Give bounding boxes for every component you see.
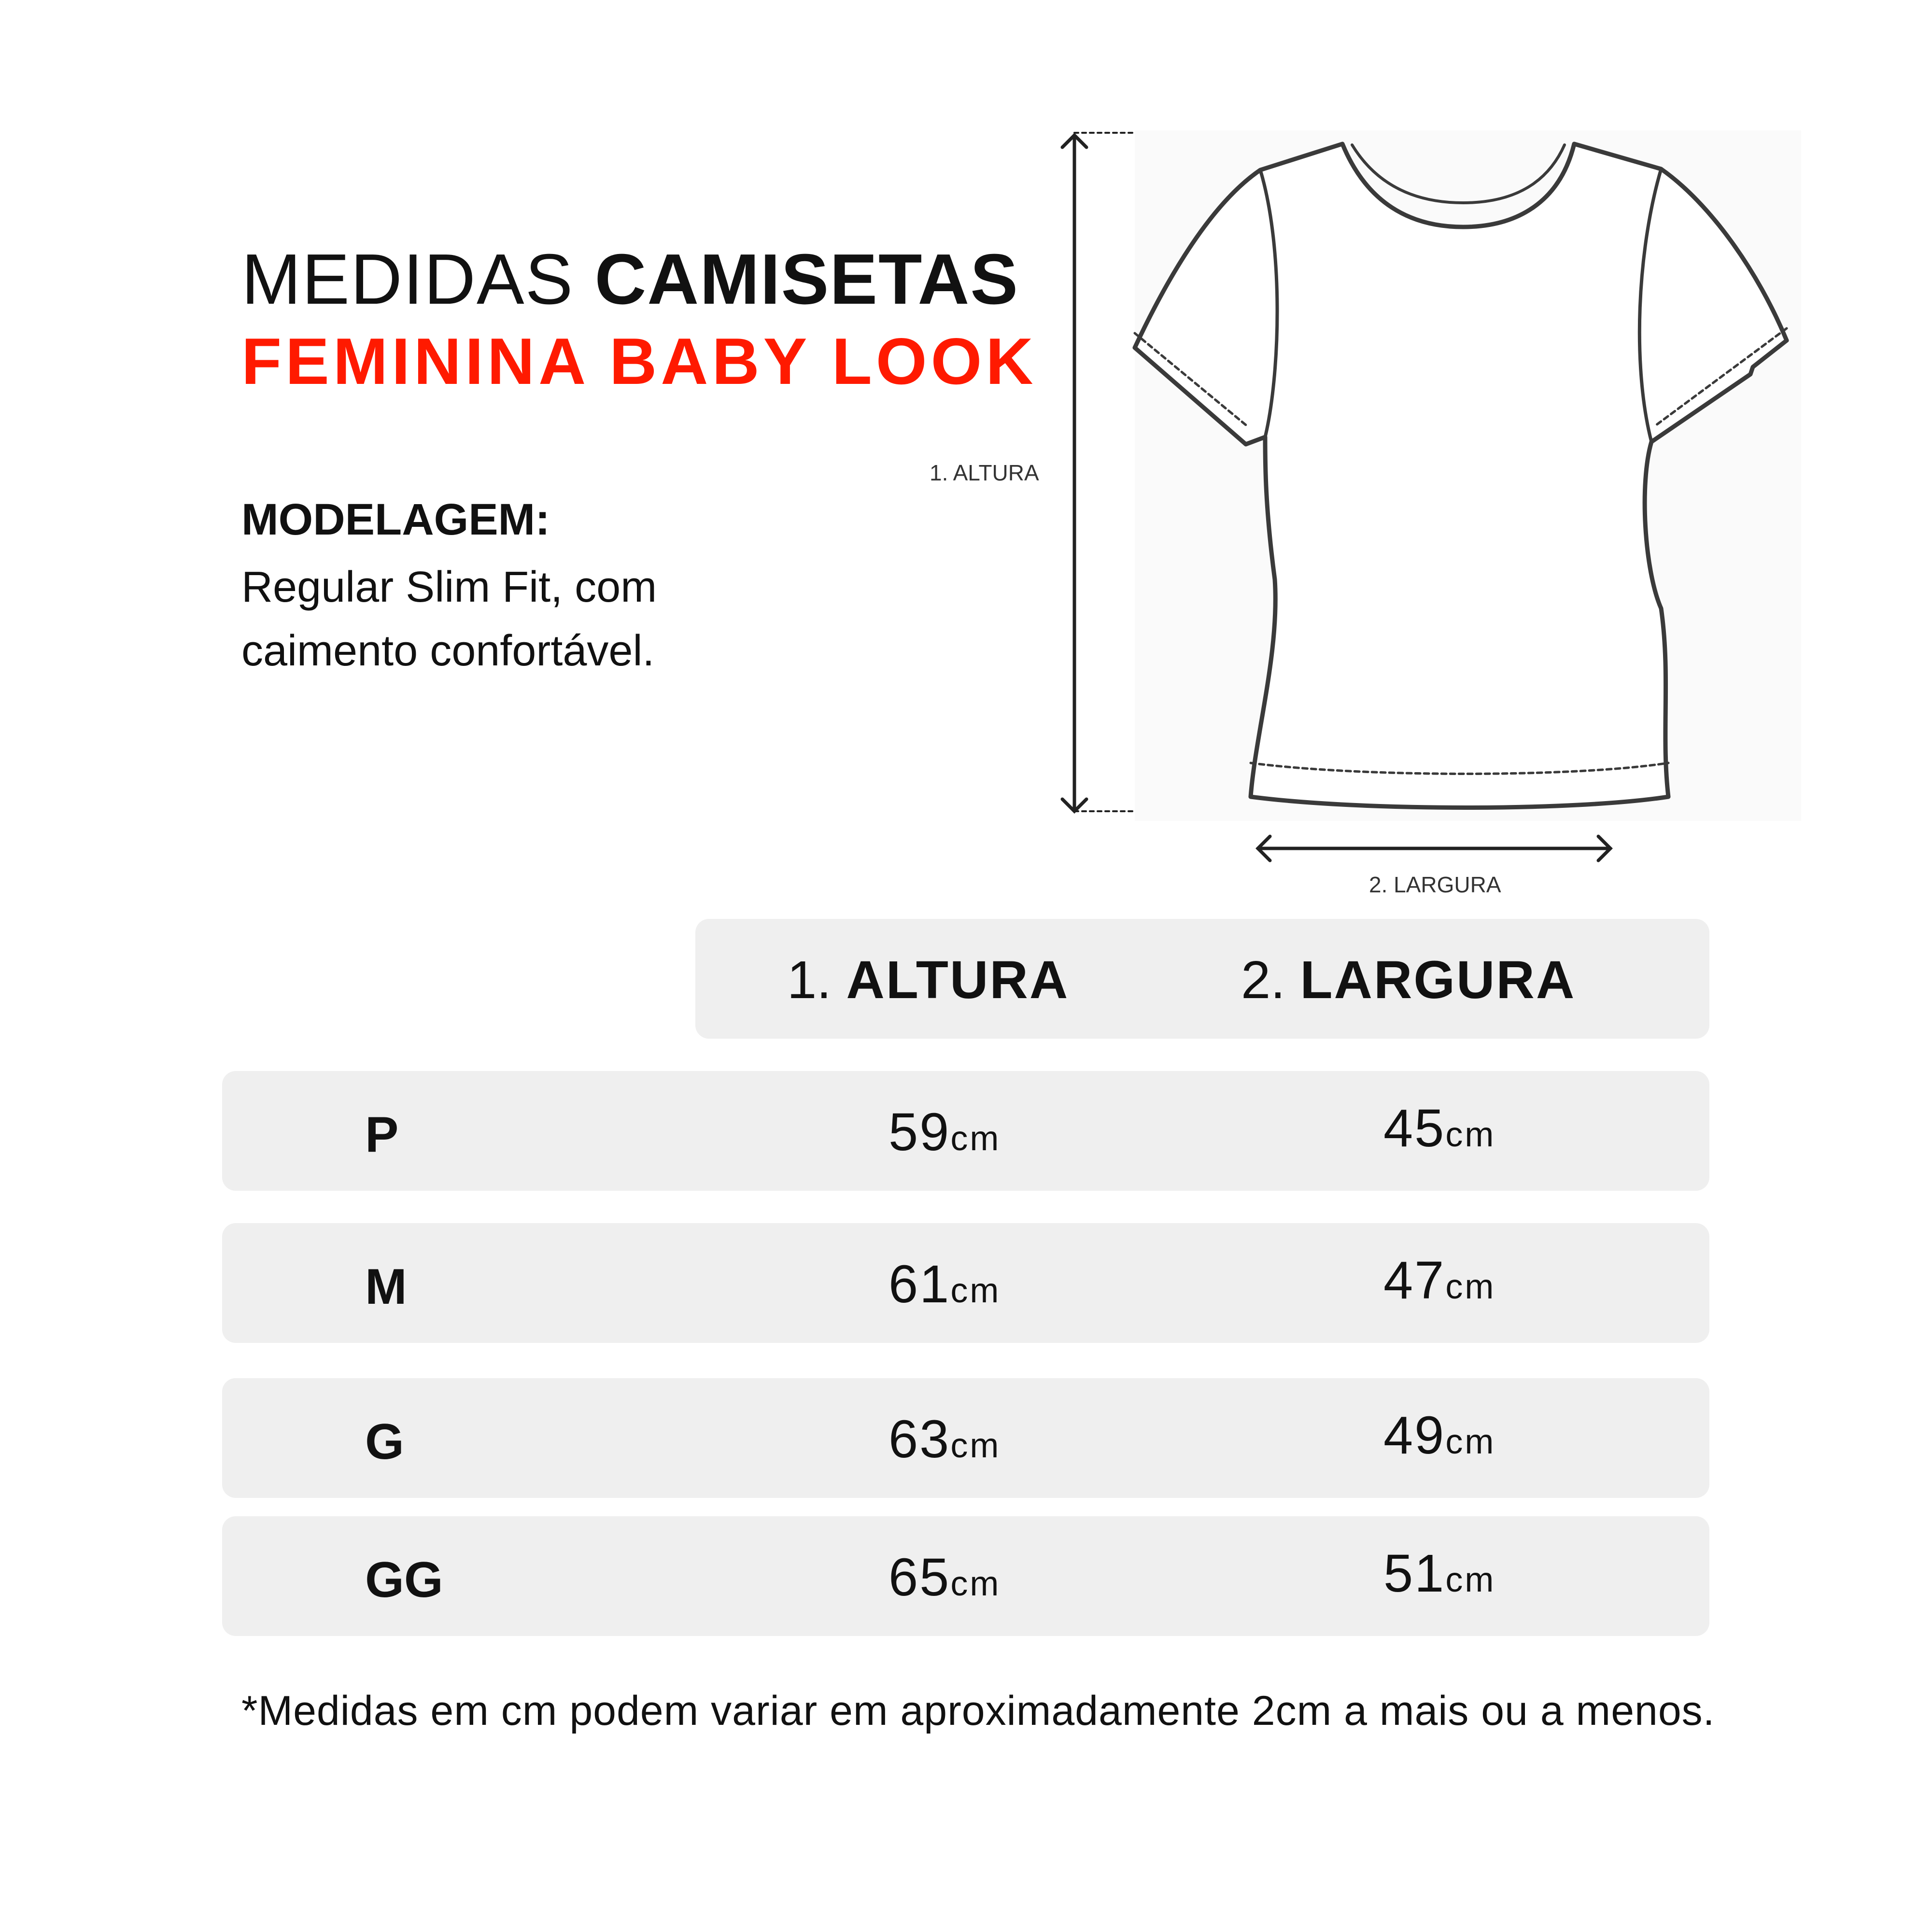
model-description-line: caimento confortável. bbox=[241, 627, 655, 675]
size-label: M bbox=[365, 1259, 407, 1315]
altura-number: 63 bbox=[888, 1410, 951, 1469]
table-row bbox=[222, 1516, 1709, 1636]
largura-number: 45 bbox=[1383, 1099, 1446, 1158]
largura-value bbox=[1383, 1406, 1496, 1465]
page-subtitle: FEMININA BABY LOOK bbox=[241, 324, 1037, 398]
altura-value bbox=[888, 1548, 1001, 1607]
column-header-name: LARGURA bbox=[1300, 950, 1576, 1010]
unit-label: cm bbox=[950, 1271, 1001, 1310]
altura-value bbox=[888, 1255, 1001, 1314]
size-label: P bbox=[365, 1107, 399, 1163]
size-label: G bbox=[365, 1414, 404, 1470]
altura-number: 61 bbox=[888, 1255, 951, 1314]
largura-value bbox=[1383, 1544, 1496, 1603]
model-description-line: Regular Slim Fit, com bbox=[241, 563, 657, 611]
unit-label: cm bbox=[950, 1119, 1001, 1158]
title-light-text: MEDIDAS bbox=[241, 240, 574, 319]
title-bold-text: CAMISETAS bbox=[594, 240, 1019, 319]
column-header-number: 1. bbox=[787, 950, 832, 1010]
height-dimension bbox=[1062, 133, 1135, 811]
size-label: GG bbox=[365, 1552, 443, 1608]
unit-label: cm bbox=[1445, 1423, 1496, 1461]
largura-value bbox=[1383, 1251, 1496, 1310]
model-label: MODELAGEM: bbox=[241, 495, 550, 544]
altura-number: 59 bbox=[888, 1102, 951, 1162]
largura-number: 51 bbox=[1383, 1544, 1446, 1603]
table-row bbox=[222, 1071, 1709, 1191]
largura-value bbox=[1383, 1099, 1496, 1158]
unit-label: cm bbox=[1445, 1268, 1496, 1306]
largura-number: 49 bbox=[1383, 1406, 1446, 1465]
column-header-name: ALTURA bbox=[846, 950, 1070, 1010]
unit-label: cm bbox=[1445, 1561, 1496, 1599]
column-header-altura bbox=[787, 950, 1070, 1010]
width-dimension-label: 2. LARGURA bbox=[1369, 872, 1501, 897]
table-row bbox=[222, 1378, 1709, 1498]
unit-label: cm bbox=[1445, 1115, 1496, 1154]
width-dimension bbox=[1258, 836, 1610, 860]
column-header-number: 2. bbox=[1241, 950, 1285, 1010]
column-header-largura bbox=[1241, 950, 1576, 1010]
height-dimension-label: 1. ALTURA bbox=[930, 460, 1039, 485]
altura-value bbox=[888, 1102, 1001, 1162]
largura-number: 47 bbox=[1383, 1251, 1446, 1310]
unit-label: cm bbox=[950, 1565, 1001, 1603]
footnote: *Medidas em cm podem variar em aproximadamente 2cm a mais ou a menos. bbox=[241, 1688, 1715, 1734]
table-row bbox=[222, 1223, 1709, 1343]
unit-label: cm bbox=[950, 1426, 1001, 1465]
altura-number: 65 bbox=[888, 1548, 951, 1607]
altura-value bbox=[888, 1410, 1001, 1469]
